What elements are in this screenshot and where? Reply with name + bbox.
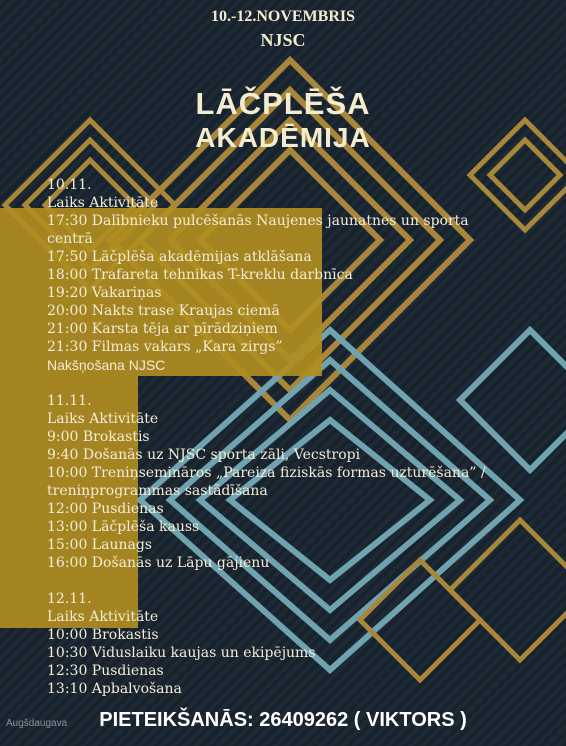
day1-item-2: 17:50 Lāčplēša akadēmijas atklāšana: [47, 249, 312, 265]
day3-item-3: 12:30 Pusdienas: [47, 663, 164, 679]
day1-date: 10.11.: [47, 177, 92, 193]
registration-contact: PIETEIKŠANĀS: 26409262 ( VIKTORS ): [99, 709, 467, 731]
day2-item-4: 12:00 Pusdienas: [47, 501, 164, 517]
organizer: NJSC: [260, 30, 306, 50]
event-title-line2: AKADĒMIJA: [195, 122, 371, 153]
day3-columns: Laiks Aktivitāte: [47, 609, 159, 625]
day1-columns: Laiks Aktivitāte: [47, 195, 159, 211]
event-dates: 10.-12.NOVEMBRIS: [210, 8, 355, 25]
day1-item-6: 21:00 Karsta tēja ar pīrādziņiem: [47, 321, 278, 337]
day1-item-4: 19:20 Vakariņas: [47, 285, 162, 301]
day1-item-7: 21:30 Filmas vakars „Kara zirgs”: [47, 339, 283, 355]
day3-item-2: 10:30 Viduslaiku kaujas un ekipējums: [47, 645, 316, 661]
watermark-text: Augšdaugava: [6, 718, 68, 729]
day2-item-7: 16:00 Došanās uz Lāpu gājienu: [47, 555, 270, 571]
day1-section: [47, 176, 547, 374]
day2-columns: Laiks Aktivitāte: [47, 411, 159, 427]
schedule: [47, 176, 547, 698]
day1-item-1: 17:30 Dalībnieku pulcēšanās Naujenes jaunatnes un sporta centrā: [47, 213, 469, 247]
day3-date: 12.11.: [47, 591, 92, 607]
day3-item-1: 10:00 Brokastis: [47, 627, 159, 643]
day2-item-5: 13:00 Lāčplēša kauss: [47, 519, 200, 535]
day2-item-3: 10:00 Treniņsemināros „Pareiza fiziskās formas uzturēšana” / treniņprogrammas sastādīšana: [47, 465, 486, 499]
day3-item-4: 13:10 Apbalvošana: [47, 681, 182, 697]
day2-item-2: 9:40 Došanās uz NJSC sporta zāli, Vecstropi: [47, 447, 361, 463]
day1-item-5: 20:00 Nakts trase Kraujas ciemā: [47, 303, 280, 319]
event-title-line1: LĀČPLĒŠA: [195, 86, 371, 121]
day2-date: 11.11.: [47, 393, 92, 409]
day3-section: [47, 590, 547, 698]
day1-item-3: 18:00 Trafareta tehnikas T-kreklu darbnīca: [47, 267, 353, 283]
day2-item-1: 9:00 Brokastis: [47, 429, 150, 445]
day1-note: Nakšņošana NJSC: [47, 357, 166, 373]
day2-item-6: 15:00 Launags: [47, 537, 152, 553]
day2-section: [47, 392, 547, 572]
